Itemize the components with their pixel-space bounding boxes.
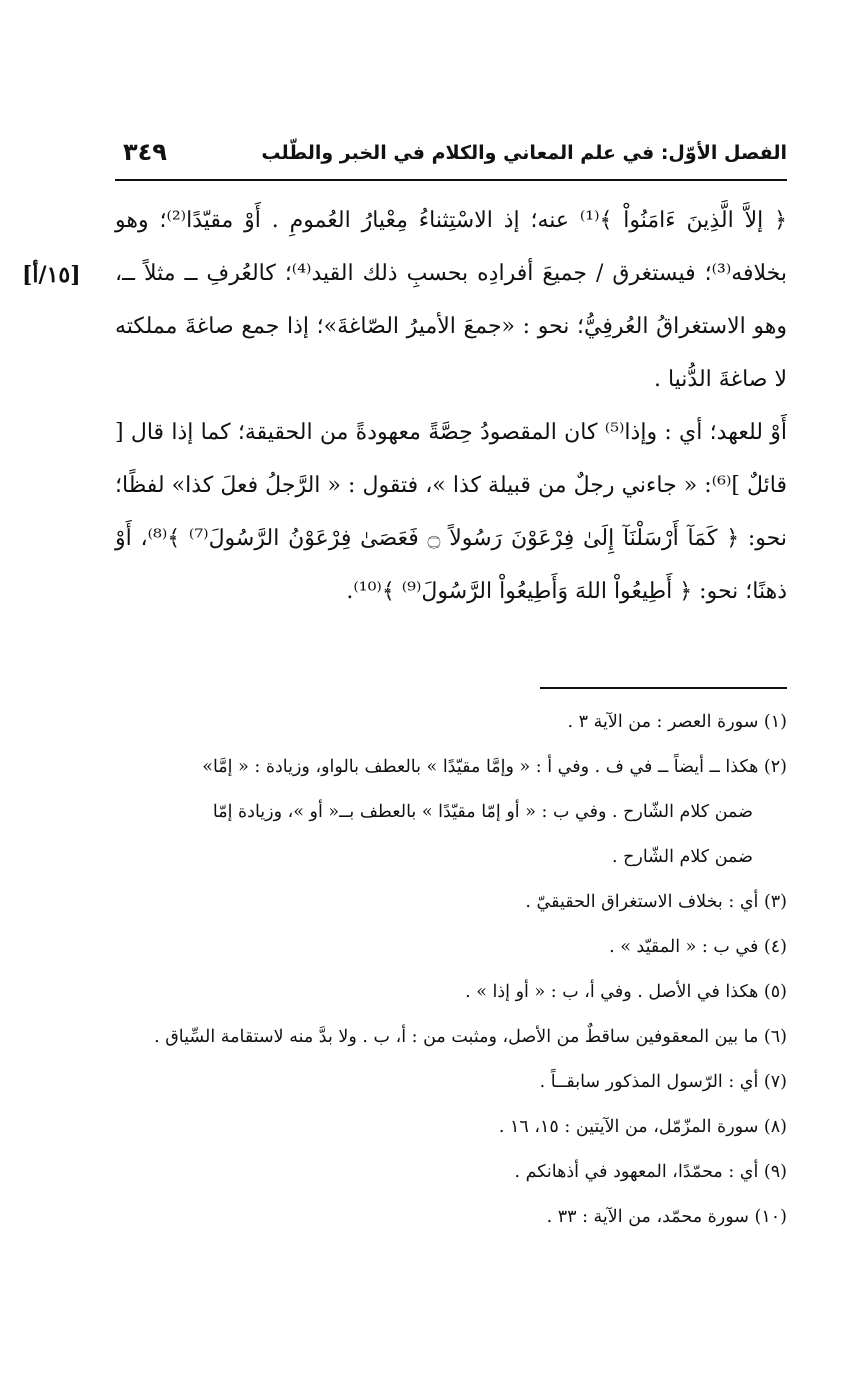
- footnote-3: (٣) أي : بخلاف الاستغراق الحقيقيّ .: [525, 892, 787, 912]
- footnote-separator: [540, 687, 787, 689]
- footnote-10: (١٠) سورة محمّد، من الآية : ٣٣ .: [546, 1207, 787, 1227]
- footnote-8: (٨) سورة المزّمّل، من الآيتين : ١٥، ١٦ .: [498, 1117, 787, 1137]
- page-header: [115, 138, 787, 178]
- footnote-2: (٢) هكذا ــ أيضاً ــ في ف . وفي أ : « وإمَّا مقيّدًا » بالعطف بالواو، وزيادة : « إمَّا» ضمن كلام الشّارح . وفي ب : « أو إمّا مقيّدًا » بالعطف بــ« أو »، وزيادة إمّا ضمن كلام الشّارح .: [115, 745, 787, 880]
- footnote-9: (٩) أي : محمّدًا، المعهود في أذهانكم .: [514, 1162, 787, 1182]
- footnote-1: (١) سورة العصر : من الآية ٣ .: [567, 712, 787, 732]
- footnote-4: (٤) في ب : « المقيّد » .: [609, 937, 787, 957]
- footnote-7: (٧) أي : الرّسول المذكور سابقــاً .: [539, 1072, 787, 1092]
- footnote-5: (٥) هكذا في الأصل . وفي أ، ب : « أو إذا » .: [465, 982, 787, 1002]
- main-text: [115, 194, 787, 618]
- footnotes: [115, 700, 787, 1240]
- footnote-2-cont-2: ضمن كلام الشّارح .: [611, 847, 753, 867]
- paragraph-1: ﴿ إلاَّ الَّذِينَ ءَامَنُواْ ﴾⁽¹⁾ عنه؛ إذ الاسْتِثناءُ مِعْيارُ العُمومِ . أَوْ مقيّدًا⁽²⁾؛ وهو بخلافه⁽³⁾؛ فيستغرق / جميعَ أفرادِه بحسبِ ذلك القيد⁽⁴⁾؛ كالعُرفِ ــ مثلاً ــ، وهو الاستغراقُ العُرفِيُّ؛ نحو : «جمعَ الأميرُ الصّاغةَ»؛ إذا جمع صاغةَ مملكته لا صاغةَ الدُّنيا .: [115, 208, 787, 392]
- paragraph-2: أَوْ للعهد؛ أي : وإذا⁽⁵⁾ كان المقصودُ حِصَّةً معهودةً من الحقيقة؛ كما إذا قال [ قائلٌ ]⁽⁶⁾: « جاءني رجلٌ من قبيلة كذا »، فتقول : « الرَّجلُ فعلَ كذا» لفظًا؛ نحو: ﴿ كَمَآ أَرْسَلْنَآ إِلَىٰ فِرْعَوْنَ رَسُولاً ۝ فَعَصَىٰ فِرْعَوْنُ الرَّسُولَ⁽⁷⁾ ﴾⁽⁸⁾، أَوْ ذهنًا؛ نحو: ﴿ أَطِيعُواْ اللهَ وَأَطِيعُواْ الرَّسُولَ⁽⁹⁾ ﴾⁽¹⁰⁾.: [115, 420, 788, 604]
- header-rule: [115, 179, 787, 181]
- running-title: الفصل الأوّل: في علم المعاني والكلام في الخبر والطّلب: [261, 142, 787, 164]
- manuscript-folio-marker: [١٥/أ]: [22, 262, 81, 288]
- footnote-2-cont-1: ضمن كلام الشّارح . وفي ب : « أو إمّا مقيّدًا » بالعطف بــ« أو »، وزيادة إمّا: [212, 802, 753, 822]
- footnote-6: (٦) ما بين المعقوفين ساقطٌ من الأصل، ومثبت من : أ، ب . ولا بدَّ منه لاستقامة السِّياق .: [154, 1027, 787, 1047]
- page-number: ٣٤٩: [123, 138, 167, 166]
